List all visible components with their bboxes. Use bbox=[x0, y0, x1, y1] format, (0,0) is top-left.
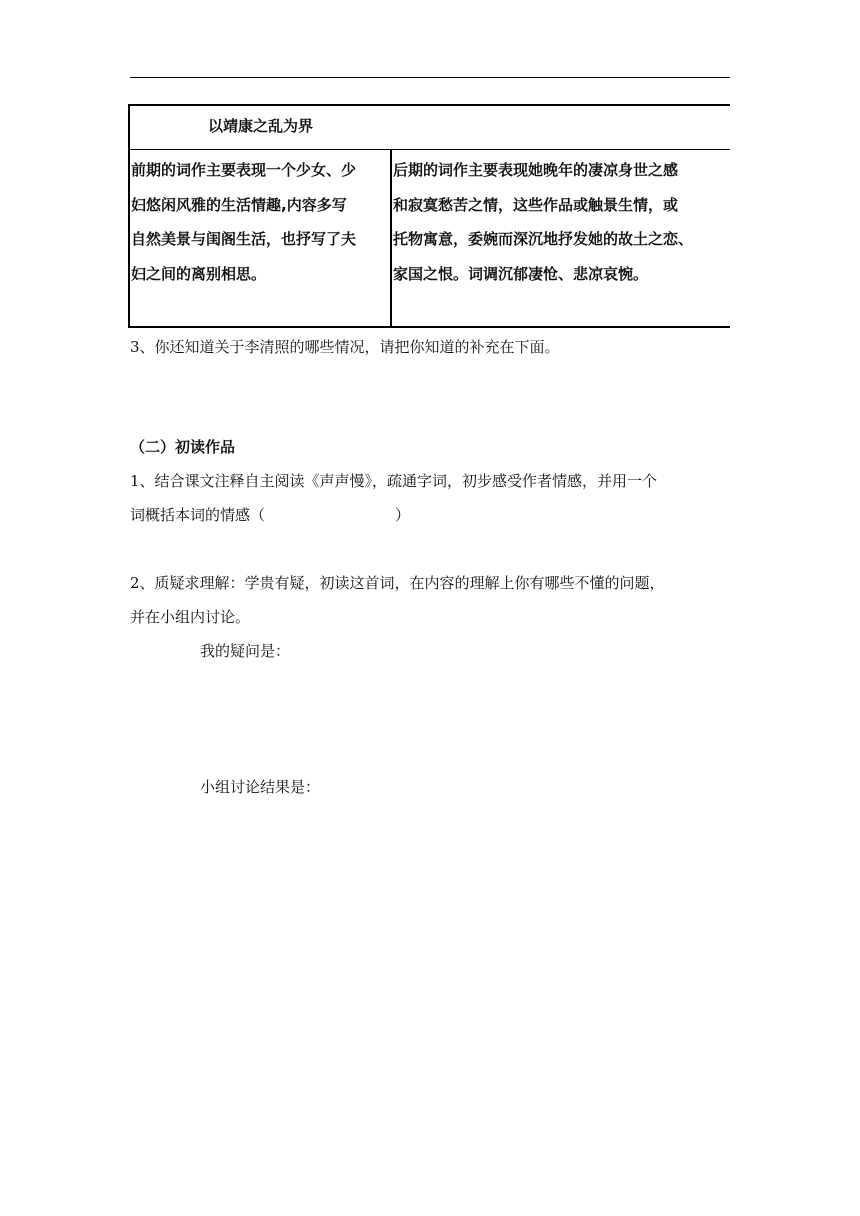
my-question-label: 我的疑问是： bbox=[200, 642, 291, 660]
early-line: 妇悠闲风雅的生活情趣,内容多写 bbox=[131, 195, 347, 214]
question-1-suffix: ） bbox=[395, 506, 411, 524]
early-line: 妇之间的离别相思。 bbox=[131, 264, 267, 283]
table-header-text: 以靖康之乱为界 bbox=[208, 117, 314, 135]
late-line: 和寂寞愁苦之情，这些作品或触景生情，或 bbox=[393, 195, 679, 214]
late-line: 家国之恨。词调沉郁凄怆、悲凉哀惋。 bbox=[393, 264, 649, 283]
question-1-line-2 bbox=[130, 498, 410, 532]
period-table bbox=[128, 104, 730, 328]
early-period-cell bbox=[130, 150, 392, 328]
table-header-row bbox=[130, 106, 730, 150]
early-line: 前期的词作主要表现一个少女、少 bbox=[131, 161, 357, 179]
group-result-label: 小组讨论结果是： bbox=[200, 778, 321, 796]
late-line: 后期的词作主要表现她晚年的凄凉身世之感 bbox=[393, 161, 679, 179]
question-1-prefix: 词概括本词的情感（ bbox=[130, 506, 266, 524]
late-line: 托物寓意，委婉而深沉地抒发她的故土之恋、 bbox=[393, 230, 694, 248]
question-3: 3、你还知道关于李清照的哪些情况，请把你知道的补充在下面。 bbox=[130, 338, 560, 356]
header-rule bbox=[130, 77, 730, 78]
early-line: 自然美景与闺阁生活，也抒写了夫 bbox=[131, 230, 357, 248]
question-1-line-1: 1、结合课文注释自主阅读《声声慢》，疏通字词，初步感受作者情感，并用一个 bbox=[130, 472, 658, 490]
late-period-cell bbox=[392, 150, 730, 328]
question-2-line-1: 2、质疑求理解：学贵有疑，初读这首词，在内容的理解上你有哪些不懂的问题， bbox=[130, 574, 665, 592]
section-title: （二）初读作品 bbox=[130, 438, 236, 456]
question-2-line-2: 并在小组内讨论。 bbox=[130, 608, 251, 626]
